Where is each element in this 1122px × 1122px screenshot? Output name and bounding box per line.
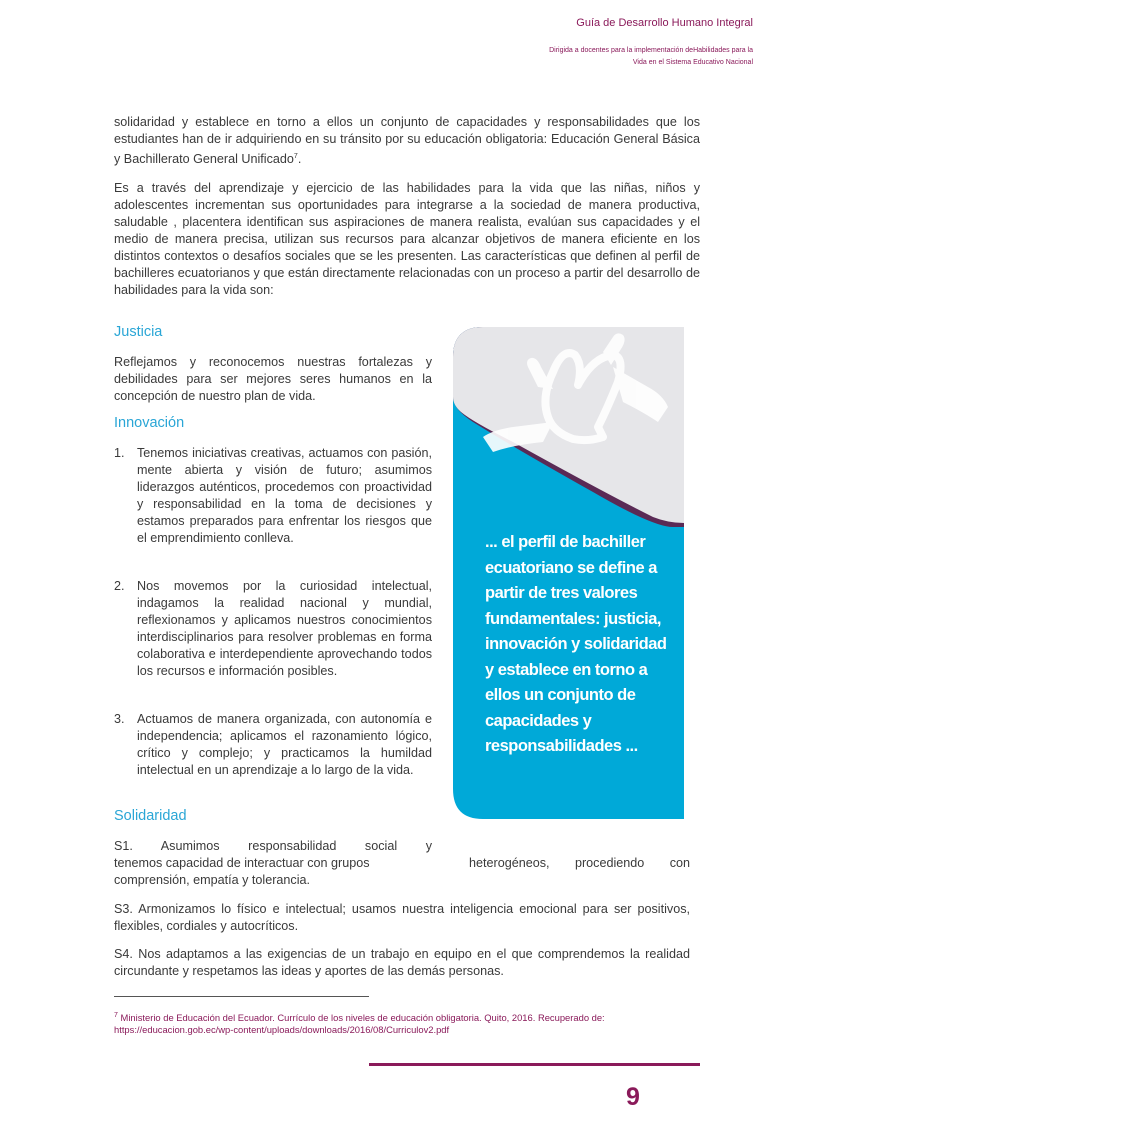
solidaridad-s1-line2: tenemos capacidad de interactuar con grupos [114,856,370,870]
intro-paragraph-1-end: . [297,152,302,167]
footer-divider [369,1063,700,1066]
footnote-number: 7 [114,1012,118,1019]
list-number: 2. [114,579,125,593]
intro-paragraph-1 [114,114,700,168]
section-title-justicia: Justicia [114,324,163,340]
innovacion-item-3 [114,711,432,779]
list-item-text: Nos movemos por la curiosidad intelectual, indagamos la realidad nacional y mundial, reflexionamos y aplicamos nuestros conocimientos interdisciplinarios para resolver problemas en forma colaborativa e interdependiente aprovechando todos los recursos e información posibles. [137,579,432,678]
header-subtitle-line2: Vida en el Sistema Educativo Nacional [632,59,753,66]
footnote [114,1010,694,1036]
list-number: 3. [114,712,125,726]
solidaridad-s4: S4. Nos adaptamos a las exigencias de un trabajo en equipo en el que comprendemos la realidad circundante y respetamos las ideas y aportes de las demás personas. [114,947,690,978]
header-subtitle-line1: Dirigida a docentes para la implementación deHabilidades para la [549,47,753,54]
header-subtitle [453,45,753,69]
footnote-text: Ministerio de Educación del Ecuador. Currículo de los niveles de educación obligatoria. Quito, 2016. Recuperado de: https://educacion.gob.ec/wp-content/uploads/downloads/2016/08/Curriculov2.pdf [114,1012,605,1036]
list-number: 1. [114,446,125,460]
page-number: 9 [626,1083,640,1111]
header-title: Guía de Desarrollo Humano Integral [576,17,753,29]
footnote-ref: 7 [293,153,298,160]
intro-paragraph-1-text: solidaridad y establece en torno a ellos un conjunto de capacidades y responsabilidades que los estudiantes han de ir adquiriendo en su tránsito por su educación obligatoria: Educación General Básica y Bachillerato General Unificado [114,115,700,167]
justicia-text: Reflejamos y reconocemos nuestras fortalezas y debilidades para ser mejores seres humanos en la concepción de nuestro plan de vida. [114,355,432,403]
footnote-divider [114,996,369,997]
innovacion-item-1 [114,445,432,547]
solidaridad-s1-line3: comprensión, empatía y tolerancia. [114,873,311,887]
intro-paragraph-2: Es a través del aprendizaje y ejercicio de las habilidades para la vida que las niñas, niños y adolescentes incrementan sus oportunidades para integrarse a la sociedad de manera productiva, saludable , placentera identifican sus aspiraciones de manera realista, evalúan sus capacidades y el medio de manera precisa, utilizan sus recursos para alcanzar objetivos de manera eficiente en los distintos contextos o desafíos sociales que se les presenten. Las características que definen al perfil de bachilleres ecuatorianos y que están directamente relacionadas con un proceso a partir del desarrollo de habilidades para la vida son: [114,181,700,297]
solidaridad-s3: S3. Armonizamos lo físico e intelectual; usamos nuestra inteligencia emocional para ser positivos, flexibles, cordiales y autocríticos. [114,902,690,933]
list-item-text: Actuamos de manera organizada, con autonomía e independencia; aplicamos el razonamiento lógico, crítico y complejo; y practicamos la humildad intelectual en un aprendizaje a lo largo de la vida. [137,712,432,777]
section-title-innovacion: Innovación [114,415,185,431]
solidaridad-s1-line2-right: heterogéneos, procediendo con [469,856,690,870]
section-title-solidaridad: Solidaridad [114,808,187,824]
solidaridad-s1-line1: S1. Asumimos responsabilidad social y [114,839,432,853]
list-item-text: Tenemos iniciativas creativas, actuamos con pasión, mente abierta y visión de futuro; asumimos liderazgos auténticos, procedemos con proactividad y responsabilidad en la toma de decisiones y estamos preparados para enfrentar los riesgos que el emprendimiento conlleva. [137,446,432,545]
innovacion-item-2 [114,578,432,680]
sidebox-quote: ... el perfil de bachiller ecuatoriano se define a partir de tres valores fundamentales: justicia, innovación y solidaridad y establece en torno a ellos un conjunto de capacidades y responsabilidades ... [485,533,667,755]
